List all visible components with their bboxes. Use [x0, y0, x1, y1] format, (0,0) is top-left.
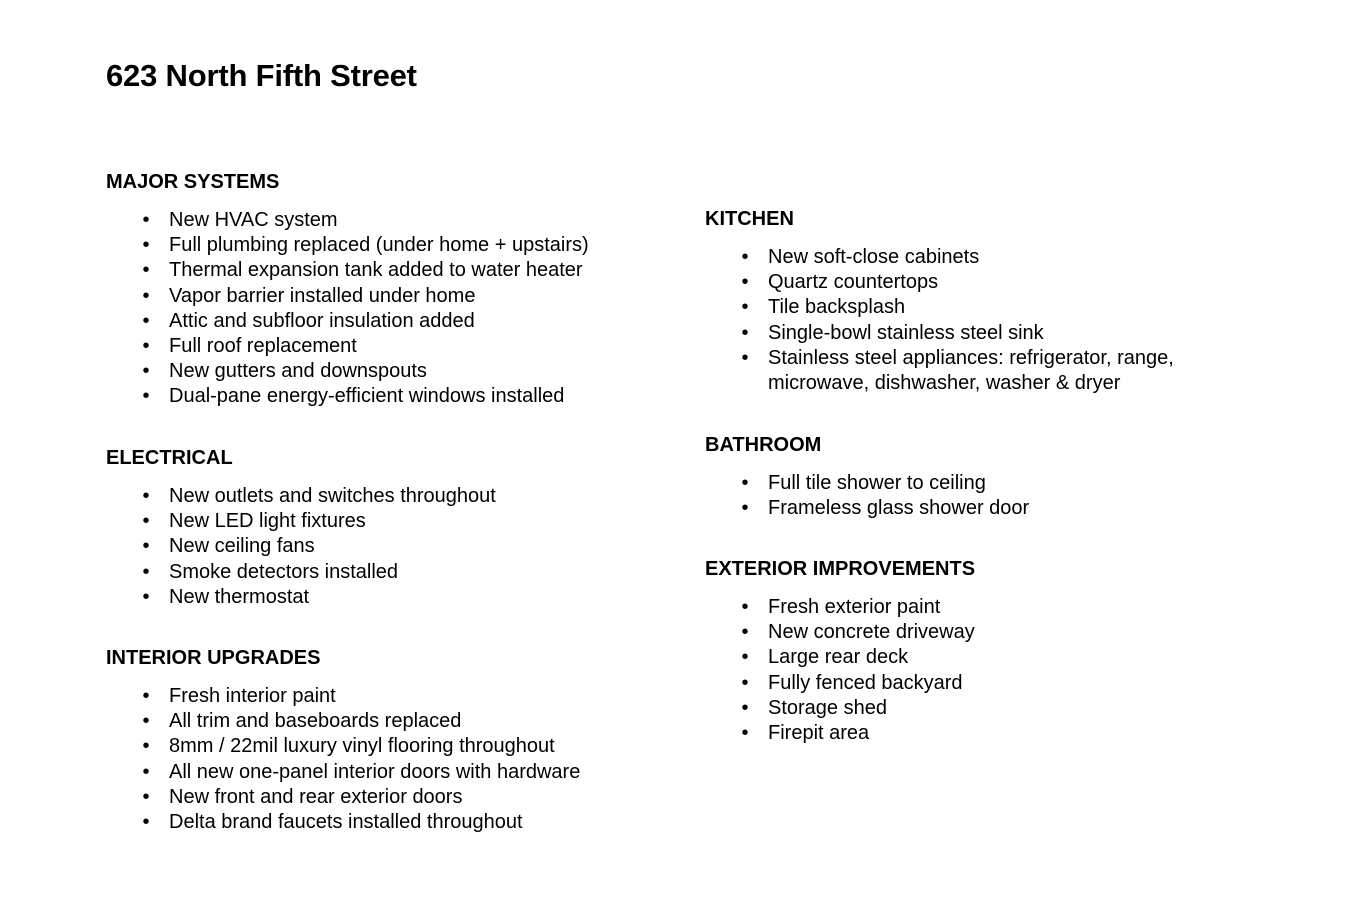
bullet-icon: • — [741, 321, 749, 344]
item-text: Vapor barrier installed under home — [169, 284, 476, 307]
item-text: Stainless steel appliances: refrigerator, range, microwave, dishwasher, washer & dryer — [768, 346, 1174, 395]
bullet-icon: • — [741, 246, 749, 268]
list-item — [106, 760, 666, 785]
bullet-icon: • — [142, 360, 150, 383]
item-text: Fully fenced backyard — [768, 671, 963, 694]
section-heading: INTERIOR UPGRADES — [106, 647, 321, 669]
section-heading: MAJOR SYSTEMS — [106, 171, 280, 193]
bullet-icon: • — [741, 722, 749, 745]
list-item — [705, 620, 1265, 645]
list-item — [106, 334, 666, 359]
list-item — [106, 785, 666, 810]
list-item — [106, 258, 666, 283]
section-electrical — [106, 446, 666, 608]
item-text: Quartz countertops — [768, 271, 939, 294]
bullet-icon: • — [142, 209, 150, 231]
item-text: New LED light fixtures — [169, 510, 366, 533]
item-text: 8mm / 22mil luxury vinyl flooring throughout — [169, 735, 555, 758]
list-item — [106, 810, 666, 835]
list-item — [106, 684, 666, 709]
bullet-icon: • — [741, 296, 749, 319]
list-item — [705, 471, 1265, 496]
item-text: Firepit area — [768, 722, 870, 745]
list-item — [106, 359, 666, 384]
item-text: New front and rear exterior doors — [169, 785, 463, 808]
item-text: Smoke detectors installed — [169, 560, 399, 583]
bullet-icon: • — [142, 259, 150, 282]
item-text: New soft-close cabinets — [768, 246, 980, 268]
interior-upgrades-list — [106, 684, 666, 835]
list-item — [106, 233, 666, 258]
bullet-icon: • — [741, 671, 749, 694]
list-item — [106, 384, 666, 409]
bullet-icon: • — [142, 385, 150, 408]
item-text: Delta brand faucets installed throughout — [169, 811, 523, 834]
item-text: New HVAC system — [169, 209, 338, 231]
item-text: Large rear deck — [768, 646, 909, 669]
bullet-icon: • — [142, 811, 150, 834]
bullet-icon: • — [142, 234, 150, 257]
item-text: Full plumbing replaced (under home + upstairs) — [169, 234, 589, 257]
list-item — [106, 734, 666, 759]
list-item — [106, 509, 666, 534]
section-heading: BATHROOM — [705, 434, 822, 456]
bullet-icon: • — [741, 621, 749, 644]
bullet-icon: • — [741, 696, 749, 719]
bullet-icon: • — [142, 510, 150, 533]
bullet-icon: • — [142, 735, 150, 758]
bullet-icon: • — [741, 596, 749, 618]
bathroom-list — [705, 471, 1265, 521]
section-heading: KITCHEN — [705, 208, 794, 230]
bullet-icon: • — [741, 346, 749, 369]
bullet-icon: • — [741, 472, 749, 494]
bullet-icon: • — [142, 284, 150, 307]
item-text: Thermal expansion tank added to water heater — [169, 259, 583, 282]
list-item — [106, 585, 666, 610]
list-item — [106, 709, 666, 734]
bullet-icon: • — [741, 497, 749, 520]
list-item — [106, 560, 666, 585]
list-item — [705, 295, 1265, 320]
bullet-icon: • — [142, 485, 150, 507]
bullet-icon: • — [142, 585, 150, 608]
list-item — [705, 321, 1265, 346]
bullet-icon: • — [142, 685, 150, 707]
item-text: Attic and subfloor insulation added — [169, 309, 475, 332]
list-item — [106, 484, 666, 509]
list-item — [106, 534, 666, 559]
list-item — [705, 721, 1265, 746]
bullet-icon: • — [142, 309, 150, 332]
item-text: Tile backsplash — [768, 296, 906, 319]
exterior-improvements-list — [705, 595, 1265, 746]
bullet-icon: • — [142, 785, 150, 808]
item-text: All new one-panel interior doors with hardware — [169, 760, 581, 783]
item-text: All trim and baseboards replaced — [169, 710, 462, 733]
item-text: New ceiling fans — [169, 535, 315, 558]
major-systems-list — [106, 208, 666, 410]
list-item — [106, 309, 666, 334]
section-interior-upgrades — [106, 646, 666, 834]
list-item — [106, 284, 666, 309]
list-item — [106, 208, 666, 233]
document-title: 623 North Fifth Street — [106, 58, 417, 93]
section-heading: EXTERIOR IMPROVEMENTS — [705, 558, 976, 580]
section-kitchen — [705, 207, 1265, 395]
list-item — [705, 671, 1265, 696]
item-text: New gutters and downspouts — [169, 360, 427, 383]
list-item — [705, 645, 1265, 670]
bullet-icon: • — [741, 646, 749, 669]
bullet-icon: • — [142, 535, 150, 558]
bullet-icon: • — [741, 271, 749, 294]
item-text: Fresh interior paint — [169, 685, 336, 707]
list-item — [705, 346, 1208, 396]
list-item — [705, 696, 1265, 721]
bullet-icon: • — [142, 760, 150, 783]
item-text: New thermostat — [169, 585, 310, 608]
item-text: Storage shed — [768, 696, 887, 719]
bullet-icon: • — [142, 560, 150, 583]
list-item — [705, 595, 1265, 620]
bullet-icon: • — [142, 710, 150, 733]
item-text: Single-bowl stainless steel sink — [768, 321, 1044, 344]
item-text: Dual-pane energy-efficient windows installed — [169, 385, 565, 408]
section-exterior-improvements — [705, 557, 1265, 745]
bullet-icon: • — [142, 335, 150, 358]
item-text: Fresh exterior paint — [768, 596, 941, 618]
item-text: New outlets and switches throughout — [169, 485, 496, 507]
section-major-systems — [106, 170, 666, 408]
kitchen-list — [705, 245, 1265, 396]
item-text: Full roof replacement — [169, 335, 357, 358]
electrical-list — [106, 484, 666, 610]
list-item — [705, 496, 1265, 521]
list-item — [705, 245, 1265, 270]
section-bathroom — [705, 433, 1265, 520]
section-heading: ELECTRICAL — [106, 447, 233, 469]
item-text: Full tile shower to ceiling — [768, 472, 986, 494]
item-text: Frameless glass shower door — [768, 497, 1030, 520]
item-text: New concrete driveway — [768, 621, 975, 644]
list-item — [705, 270, 1265, 295]
